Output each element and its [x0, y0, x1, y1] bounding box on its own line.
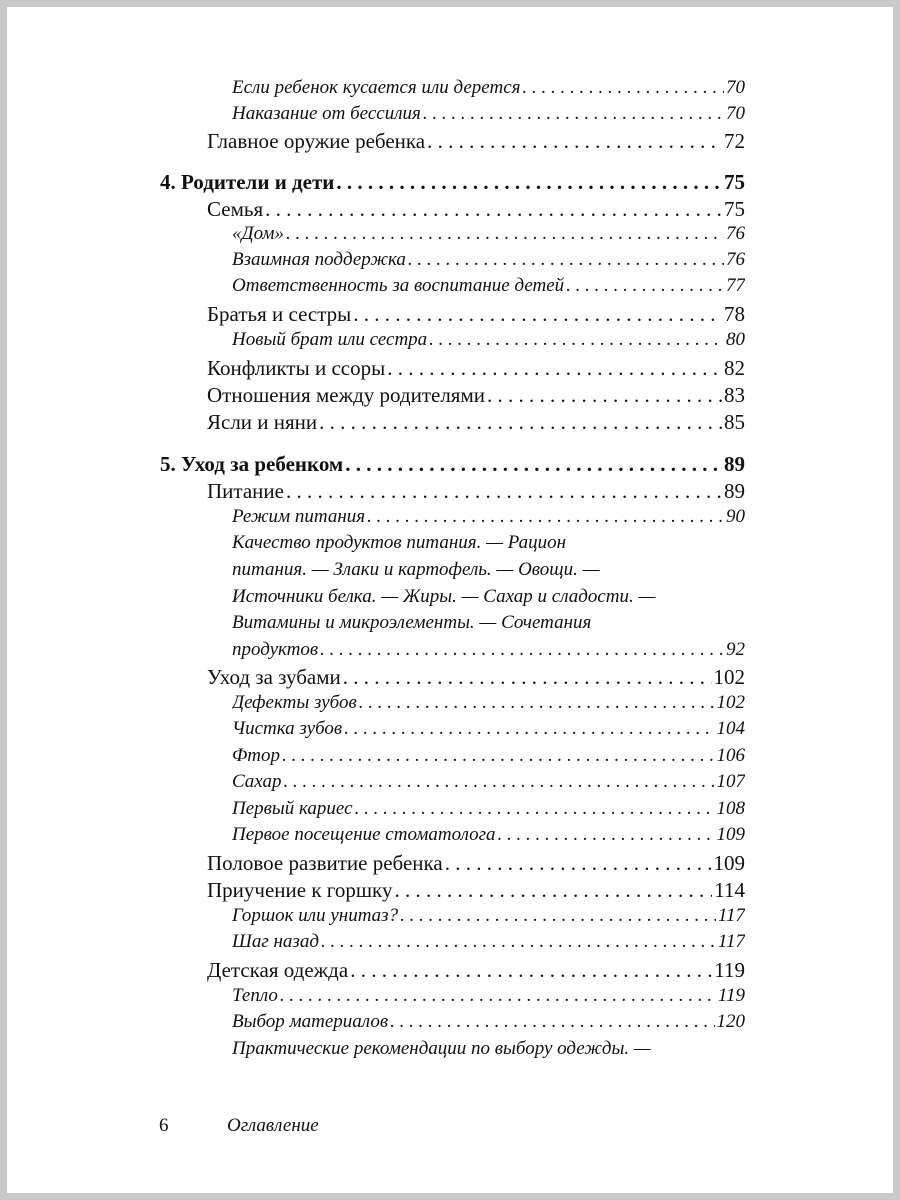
toc-entry-page: 106 [716, 745, 745, 766]
leader-dots [350, 958, 712, 983]
toc-entry-title: Ответственность за воспитание детей [232, 275, 565, 296]
toc-entry-title: Первый кариес [232, 798, 353, 819]
toc-entry-title: Взаимная поддержка [232, 249, 406, 270]
toc-entry-page: 70 [726, 77, 745, 98]
toc-entry [232, 1011, 745, 1037]
toc-entry-page: 75 [724, 197, 745, 221]
toc-entry-page: 109 [716, 824, 745, 845]
leader-dots [280, 985, 716, 1007]
toc-entry [207, 479, 745, 505]
toc-continuation-line: Практические рекомендации по выбору одежды. — [232, 1038, 651, 1059]
leader-dots [423, 103, 724, 125]
toc-entry-title: Ясли и няни [207, 410, 318, 434]
leader-dots [487, 383, 722, 408]
toc-entry-page: 107 [716, 771, 745, 792]
toc-entry [207, 383, 745, 409]
toc-entry-title: Уход за зубами [207, 665, 341, 689]
toc-entry [232, 718, 745, 744]
toc-entry-page: 117 [717, 905, 745, 926]
leader-dots [321, 931, 716, 953]
leader-dots [394, 878, 712, 903]
leader-dots [387, 356, 722, 381]
toc-entry [207, 878, 745, 904]
toc-entry [207, 302, 745, 328]
toc-entry-title: Шаг назад [232, 931, 319, 952]
leader-dots [353, 302, 722, 327]
leader-dots [345, 452, 722, 477]
toc-chapter-title: 4. Родители и дети [160, 170, 335, 194]
toc-entry-page: 85 [724, 410, 745, 434]
toc-entry-title: Питание [207, 479, 284, 503]
leader-dots [286, 479, 722, 504]
toc-entry-title: Семья [207, 197, 264, 221]
toc-entry-page: 120 [716, 1011, 745, 1032]
toc-entry-page: 119 [714, 958, 745, 982]
toc-continuation-line: питания. — Злаки и картофель. — Овощи. — [232, 559, 600, 580]
leader-dots [343, 665, 712, 690]
toc-entry-title: Если ребенок кусается или дерется [232, 77, 521, 98]
toc-entry-page: 80 [726, 329, 745, 350]
toc-entry [232, 329, 745, 355]
toc-entry [232, 771, 745, 797]
toc-entry [232, 639, 745, 665]
leader-dots [445, 851, 712, 876]
leader-dots [522, 77, 724, 99]
toc-entry-page: 77 [726, 275, 745, 296]
toc-entry [232, 103, 745, 129]
toc-entry-page: 89 [724, 479, 745, 503]
toc-entry [207, 197, 745, 223]
toc-entry-page: 72 [724, 129, 745, 153]
leader-dots [336, 170, 722, 195]
toc-entry-title: Детская одежда [207, 958, 349, 982]
toc-entry-page: 102 [716, 692, 745, 713]
toc-chapter-title: 5. Уход за ребенком [160, 452, 344, 476]
toc-entry-page: 92 [726, 639, 745, 660]
toc-entry-page: 117 [717, 931, 745, 952]
toc-entry [232, 249, 745, 275]
toc-entry-title: Дефекты зубов [232, 692, 357, 713]
leader-dots [284, 771, 715, 793]
toc-entry-page: 109 [713, 851, 745, 875]
leader-dots [498, 824, 715, 846]
toc-continuation-line: Источники белка. — Жиры. — Сахар и сладости. — [232, 586, 656, 607]
toc-entry-title: Братья и сестры [207, 302, 352, 326]
leader-dots [566, 275, 724, 297]
toc-entry [207, 129, 745, 155]
toc-entry-page: 78 [724, 302, 745, 326]
leader-dots [408, 249, 724, 271]
toc-entry [207, 851, 745, 877]
toc-continuation-line: Витамины и микроэлементы. — Сочетания [232, 612, 592, 633]
toc-entry [232, 77, 745, 103]
toc-entry-page: 82 [724, 356, 745, 380]
toc-entry [207, 410, 745, 436]
toc-chapter [160, 170, 745, 196]
toc-entry [232, 745, 745, 771]
toc-entry [207, 958, 745, 984]
toc-entry-title: Фтор [232, 745, 281, 766]
leader-dots [344, 718, 714, 740]
toc-continuation-line: Качество продуктов питания. — Рацион [232, 532, 567, 553]
toc-entry-page: 119 [717, 985, 745, 1006]
toc-entry-title: Главное оружие ребенка [207, 129, 426, 153]
leader-dots [429, 329, 724, 351]
toc-entry-title: Конфликты и ссоры [207, 356, 386, 380]
toc-entry-page: 114 [714, 878, 745, 902]
toc-entry-title: Первое посещение стоматолога [232, 824, 496, 845]
leader-dots [390, 1011, 714, 1033]
leader-dots [265, 197, 722, 222]
toc-entry-title: Выбор материалов [232, 1011, 389, 1032]
toc-chapter-page: 75 [724, 170, 745, 194]
page-number: 6 [159, 1115, 169, 1136]
toc-entry-page: 108 [716, 798, 745, 819]
toc-entry [232, 905, 745, 931]
toc-entry [207, 665, 745, 691]
leader-dots [400, 905, 716, 927]
toc-entry-title: Половое развитие ребенка [207, 851, 443, 875]
leader-dots [427, 129, 722, 154]
leader-dots [319, 410, 722, 435]
toc-entry [232, 798, 745, 824]
toc-entry-page: 102 [713, 665, 745, 689]
toc-entry [232, 985, 745, 1011]
toc-entry-title: Чистка зубов [232, 718, 343, 739]
toc-entry-page: 83 [724, 383, 745, 407]
toc-entry [232, 931, 745, 957]
leader-dots [286, 223, 724, 245]
leader-dots [282, 745, 714, 767]
toc-entry [207, 356, 745, 382]
toc-chapter-page: 89 [724, 452, 745, 476]
leader-dots [355, 798, 715, 820]
toc-entry-title: Новый брат или сестра [232, 329, 428, 350]
toc-entry [232, 223, 745, 249]
toc-entry-page: 70 [726, 103, 745, 124]
leader-dots [320, 639, 724, 661]
toc-entry-title: Сахар [232, 771, 282, 792]
toc-entry-title: «Дом» [232, 223, 284, 244]
running-title: Оглавление [227, 1115, 319, 1136]
toc-entry-page: 76 [726, 249, 745, 270]
leader-dots [359, 692, 715, 714]
book-page [7, 7, 893, 1193]
toc-entry-title: Наказание от бессилия [232, 103, 421, 124]
toc-entry [232, 506, 745, 532]
toc-entry [232, 692, 745, 718]
toc-entry-page: 90 [726, 506, 745, 527]
toc-entry-title: Тепло [232, 985, 278, 1006]
toc-entry [232, 275, 745, 301]
toc-entry-title: Режим питания [232, 506, 366, 527]
toc-entry-title: Приучение к горшку [207, 878, 393, 902]
toc-chapter [160, 452, 745, 478]
toc-entry-page: 104 [716, 718, 745, 739]
leader-dots [367, 506, 724, 528]
toc-entry-title: Отношения между родителями [207, 383, 485, 407]
toc-entry-page: 76 [726, 223, 745, 244]
toc-entry-title: продуктов [232, 639, 319, 660]
toc-entry-title: Горшок или унитаз? [232, 905, 399, 926]
toc-entry [232, 824, 745, 850]
